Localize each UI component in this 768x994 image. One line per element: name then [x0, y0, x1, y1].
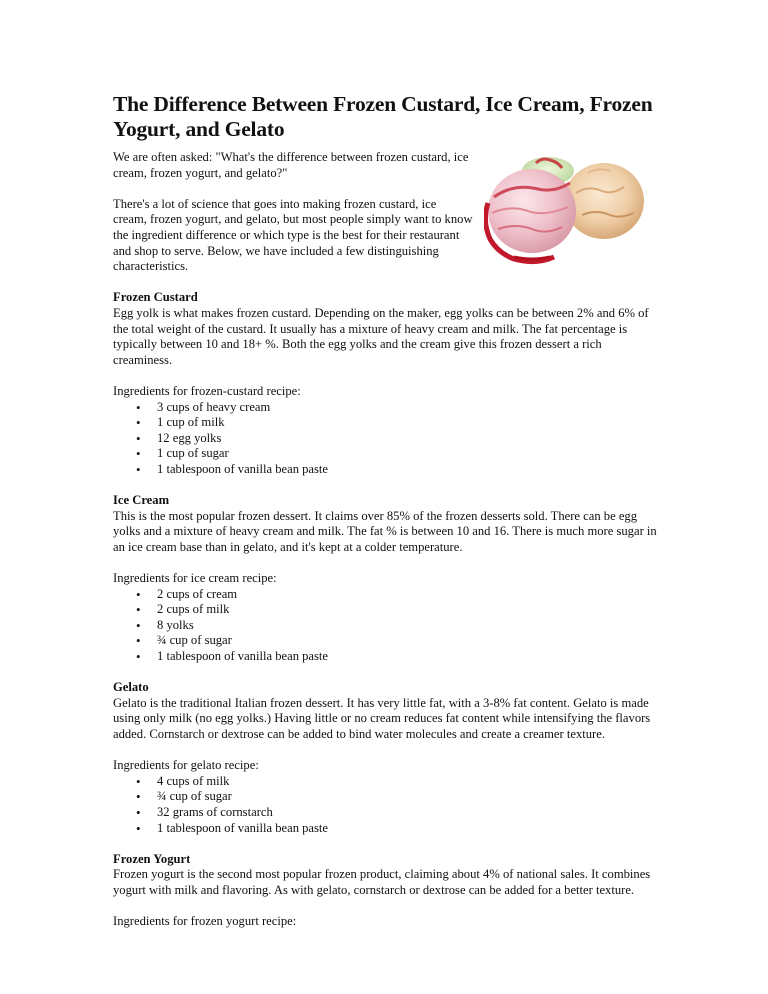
list-item: • 3 cups of heavy cream [113, 400, 658, 416]
section-heading-frozen-yogurt: Frozen Yogurt [113, 851, 191, 866]
list-item: • 1 tablespoon of vanilla bean paste [113, 821, 658, 837]
list-item: • 2 cups of cream [113, 587, 658, 603]
list-item: • ¾ cup of sugar [113, 633, 658, 649]
list-item: • 2 cups of milk [113, 602, 658, 618]
ingredients-list-ice-cream [113, 587, 658, 665]
section-body-ice-cream: This is the most popular frozen dessert. It claims over 85% of the frozen desserts sold. There can be egg yolks and a mixture of heavy cream and milk. The fat % is between 10 and 16. There is much more sugar in an ice cream base than in gelato, and it's kept at a colder temperature. [113, 508, 657, 554]
list-item: • 1 tablespoon of vanilla bean paste [113, 649, 658, 665]
section-heading-gelato: Gelato [113, 680, 149, 695]
section-body-frozen-custard: Egg yolk is what makes frozen custard. Depending on the maker, egg yolks can be between 2% and 6% of the total weight of the custard. It usually has a mixture of heavy cream and milk. The fat percentage is typically between 10 and 18+ %. Both the egg yolks and the cream give this frozen dessert a rich creaminess. [113, 305, 649, 367]
list-item: • 4 cups of milk [113, 774, 658, 790]
intro-paragraph-1: We are often asked: "What's the difference between frozen custard, ice cream, frozen yogurt, and gelato?" [113, 150, 469, 180]
list-item: • 32 grams of cornstarch [113, 805, 658, 821]
ingredients-list-gelato [113, 774, 658, 836]
page-title: The Difference Between Frozen Custard, Ice Cream, Frozen Yogurt, and Gelato [113, 92, 653, 141]
list-item: • 1 cup of milk [113, 415, 658, 431]
section-body-frozen-yogurt: Frozen yogurt is the second most popular frozen product, claiming about 4% of national sales. It combines yogurt with milk and flavoring. As with gelato, cornstarch or dextrose can be added for a better texture. [113, 867, 651, 897]
ingredients-label-ice-cream: Ingredients for ice cream recipe: [113, 571, 277, 586]
list-item: • 1 cup of sugar [113, 446, 658, 462]
ingredients-list-frozen-custard [113, 400, 658, 478]
intro-paragraph-2: There's a lot of science that goes into making frozen custard, ice cream, frozen yogurt, and gelato, but most people simply want to know the ingredient difference or which type is the best for their restaurant and shop to serve. Below, we have included a few distinguishing characteristics. [113, 196, 473, 274]
ingredients-label-frozen-custard: Ingredients for frozen-custard recipe: [113, 383, 301, 398]
ingredients-label-frozen-yogurt: Ingredients for frozen yogurt recipe: [113, 914, 297, 929]
list-item: • 12 egg yolks [113, 431, 658, 447]
document-page [113, 92, 658, 930]
list-item: • ¾ cup of sugar [113, 789, 658, 805]
list-item: • 8 yolks [113, 618, 658, 634]
section-heading-frozen-custard: Frozen Custard [113, 290, 198, 305]
list-item: • 1 tablespoon of vanilla bean paste [113, 462, 658, 478]
section-heading-ice-cream: Ice Cream [113, 493, 170, 508]
section-body-gelato: Gelato is the traditional Italian frozen dessert. It has very little fat, with a 3-8% fat content. Gelato is made using only milk (no egg yolks.) Having little or no cream reduces fat content while intensifying the flavors added. Cornstarch or dextrose can be added to bind water molecules and create a creamer texture. [113, 695, 651, 741]
ingredients-label-gelato: Ingredients for gelato recipe: [113, 758, 259, 773]
